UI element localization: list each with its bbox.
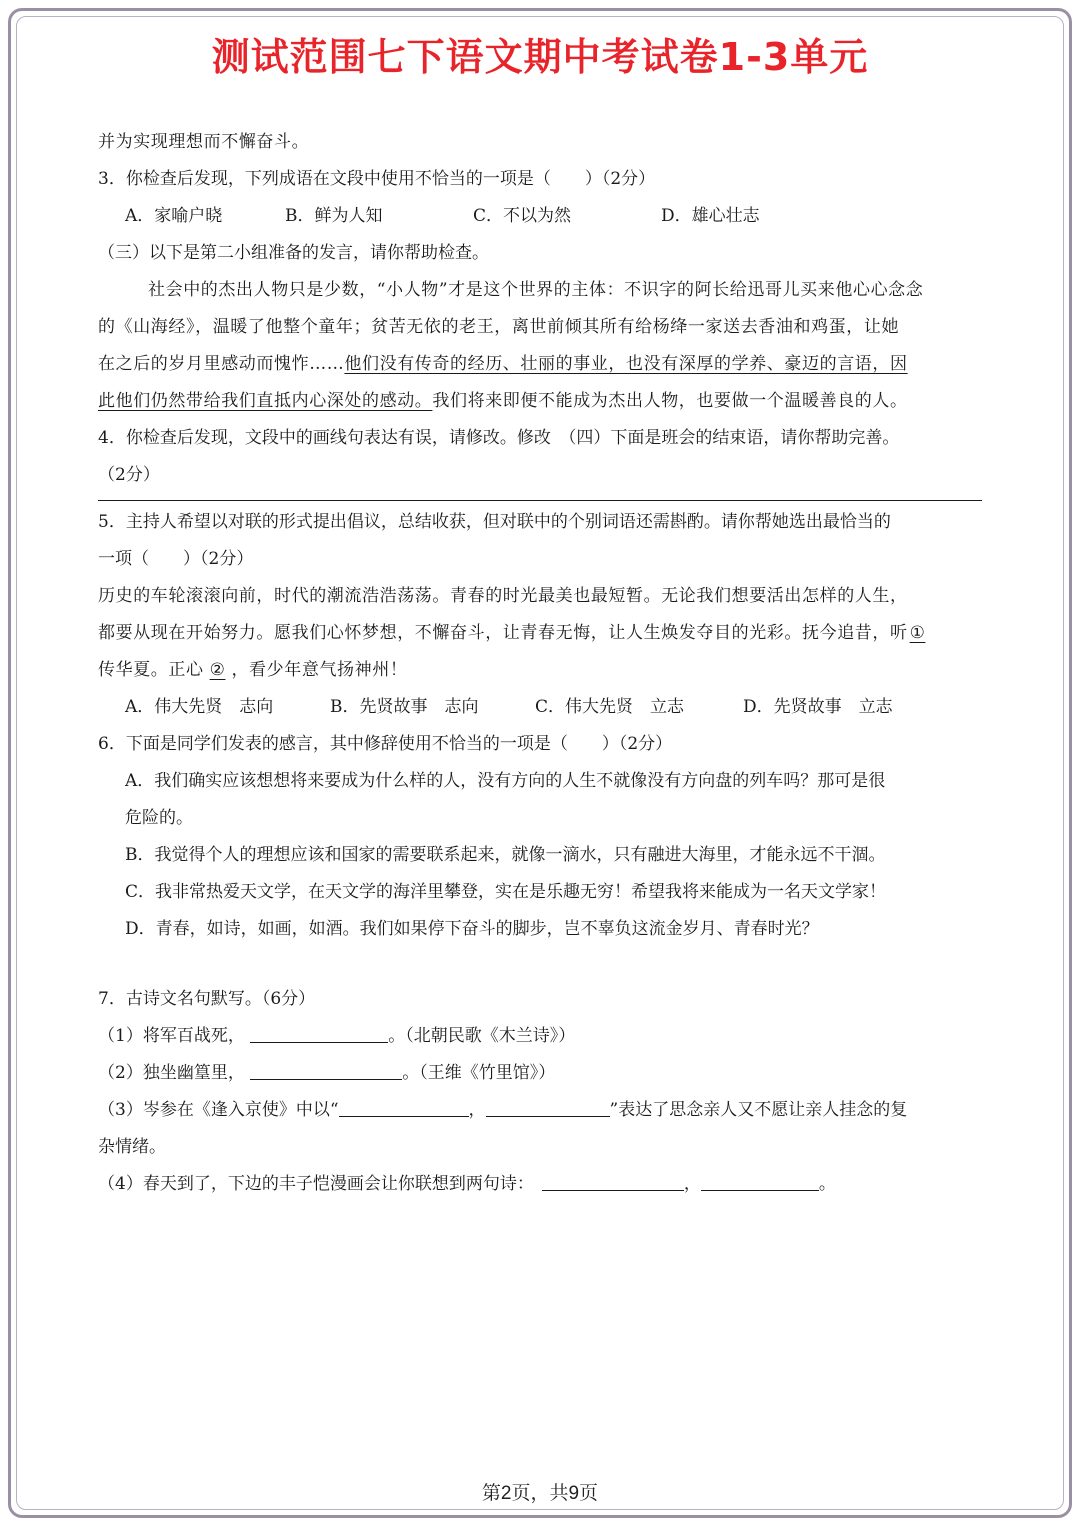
q5-option-b: B．先贤故事 志向 bbox=[330, 697, 479, 717]
q7-4-answer-blank-1[interactable] bbox=[542, 1172, 684, 1191]
q7-2-source: 。（王维《竹里馆》） bbox=[402, 1063, 556, 1083]
q7-4-end: 。 bbox=[818, 1174, 836, 1194]
q7-item-3 bbox=[98, 1092, 982, 1129]
q6-option-b: B．我觉得个人的理想应该和国家的需要联系起来，就像一滴水，只有融进大海里，才能永远不干涸。 bbox=[125, 845, 886, 865]
q7-item-3-cont: 杂情绪。 bbox=[98, 1137, 166, 1157]
q3-option-d: D．雄心壮志 bbox=[661, 206, 760, 226]
passage-line: 的《山海经》，温暖了他整个童年；贫苦无依的老王，离世前倾其所有给杨绛一家送去香油和鸡蛋，让她 bbox=[98, 317, 900, 337]
q7-3-comma: ， bbox=[468, 1100, 486, 1120]
q6-option-c: C．我非常热爱天文学，在天文学的海洋里攀登，实在是乐趣无穷！希望我将来能成为一名天文学家！ bbox=[125, 882, 887, 902]
q4-score: （2分） bbox=[98, 465, 160, 485]
q7-2-prompt: （2）独坐幽篁里， bbox=[98, 1063, 245, 1083]
q7-stem: 7．古诗文名句默写。（6分） bbox=[98, 989, 316, 1009]
q7-3-tail: ”表达了思念亲人又不愿让亲人挂念的复 bbox=[609, 1100, 908, 1120]
q4-stem: 4．你检查后发现，文段中的画线句表达有误，请修改。修改 （四）下面是班会的结束语，请你帮助完善。 bbox=[98, 428, 900, 448]
passage-text: ，看少年意气扬神州！ bbox=[231, 660, 408, 680]
q3-stem: 3．你检查后发现，下列成语在文段中使用不恰当的一项是（ ）（2分） bbox=[98, 169, 656, 189]
blank-1: ① bbox=[909, 623, 926, 643]
q7-3-prompt: （3）岑参在《逢入京使》中以“ bbox=[98, 1100, 339, 1120]
blank-2: ② bbox=[209, 660, 226, 680]
q5-stem-cont: 一项（ ）（2分） bbox=[98, 549, 254, 569]
q3-option-a: A．家喻户晓 bbox=[125, 206, 223, 226]
passage-line: 社会中的杰出人物只是少数，“小人物”才是这个世界的主体：不识字的阿长给迅哥儿买来他心心念念 bbox=[148, 280, 924, 300]
passage-text: 在之后的岁月里感动而愧怍…… bbox=[98, 354, 345, 374]
page-title: 测试范围七下语文期中考试卷1-3单元 bbox=[211, 35, 869, 79]
q7-4-answer-blank-2[interactable] bbox=[701, 1172, 819, 1191]
underlined-sentence: 此他们仍然带给我们直抵内心深处的感动。 bbox=[98, 391, 433, 411]
q7-4-prompt: （4）春天到了，下边的丰子恺漫画会让你联想到两句诗： bbox=[98, 1174, 534, 1194]
passage-text: 传华夏。正心 bbox=[98, 660, 204, 680]
spacer bbox=[98, 948, 982, 981]
q7-4-comma: ， bbox=[683, 1174, 701, 1194]
q7-item-1 bbox=[98, 1018, 982, 1055]
passage-text: 我们将来即便不能成为杰出人物，也要做一个温暖善良的人。 bbox=[432, 391, 908, 411]
passage-line bbox=[98, 383, 982, 420]
q7-1-prompt: （1）将军百战死， bbox=[98, 1026, 245, 1046]
q6-option-a: A．我们确实应该想想将来要成为什么样的人，没有方向的人生不就像没有方向盘的列车吗？那可是很 bbox=[125, 771, 886, 791]
section3-heading: （三）以下是第二小组准备的发言，请你帮助检查。 bbox=[98, 243, 489, 263]
q7-1-source: 。（北朝民歌《木兰诗》） bbox=[388, 1026, 576, 1046]
passage-line bbox=[98, 615, 982, 652]
underlined-sentence: 他们没有传奇的经历、壮丽的事业，也没有深厚的学养、豪迈的言语，因 bbox=[344, 354, 908, 374]
exam-content bbox=[98, 124, 982, 1203]
q6-option-d: D．青春，如诗，如画，如酒。我们如果停下奋斗的脚步，岂不辜负这流金岁月、青春时光？ bbox=[125, 919, 819, 939]
page-number: 第2页，共9页 bbox=[481, 1483, 599, 1504]
q6-stem: 6．下面是同学们发表的感言，其中修辞使用不恰当的一项是（ ）（2分） bbox=[98, 734, 673, 754]
q3-option-b: B．鲜为人知 bbox=[285, 206, 383, 226]
q7-item-2 bbox=[98, 1055, 982, 1092]
passage-line: 历史的车轮滚滚向前，时代的潮流浩浩荡荡。青春的时光最美也最短暂。无论我们想要活出怎样的人生， bbox=[98, 586, 908, 606]
q7-item-4 bbox=[98, 1166, 982, 1203]
passage-line bbox=[98, 346, 982, 383]
q6-option-a-cont: 危险的。 bbox=[125, 808, 193, 828]
q5-option-c: C．伟大先贤 立志 bbox=[535, 697, 685, 717]
q7-2-answer-blank[interactable] bbox=[250, 1061, 402, 1080]
q5-stem: 5．主持人希望以对联的形式提出倡议，总结收获，但对联中的个别词语还需斟酌。请你帮她选出最恰当的 bbox=[98, 512, 891, 532]
intro-line: 并为实现理想而不懈奋斗。 bbox=[98, 132, 310, 152]
q3-option-c: C．不以为然 bbox=[473, 206, 572, 226]
q5-options bbox=[98, 689, 982, 726]
passage-line bbox=[98, 652, 982, 689]
q7-1-answer-blank[interactable] bbox=[250, 1024, 388, 1043]
q5-option-d: D．先贤故事 立志 bbox=[743, 697, 893, 717]
q5-option-a: A．伟大先贤 志向 bbox=[125, 697, 274, 717]
q3-options bbox=[98, 198, 982, 235]
q7-3-answer-blank-2[interactable] bbox=[486, 1098, 610, 1117]
q7-3-answer-blank-1[interactable] bbox=[339, 1098, 469, 1117]
passage-text: 都要从现在开始努力。愿我们心怀梦想，不懈奋斗，让青春无悔，让人生焕发夺目的光彩。抚今追昔，听 bbox=[98, 623, 908, 643]
